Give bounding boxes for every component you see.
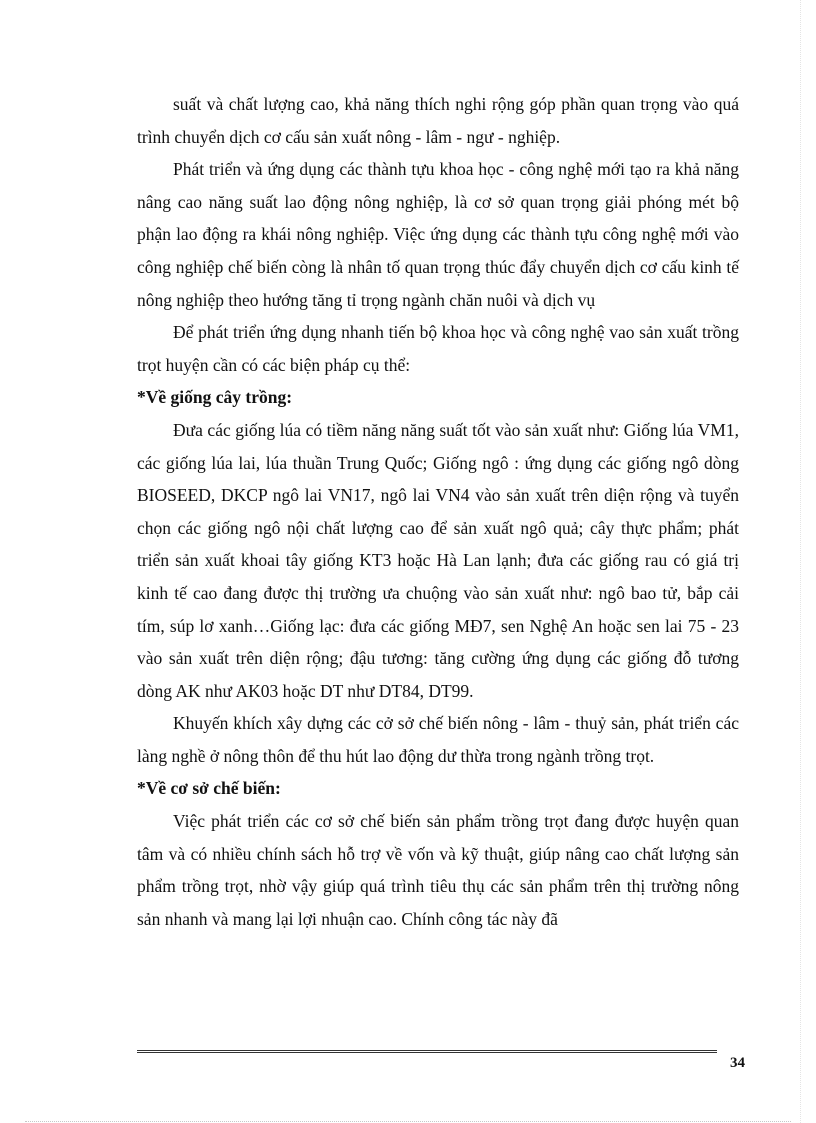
section-heading-processing-facilities: *Về cơ sở chế biến: — [137, 778, 281, 799]
paragraph-4: Đưa các giống lúa có tiềm năng năng suất tốt vào sản xuất như: Giống lúa VM1, các giống lúa lai, lúa thuần Trung Quốc; Giống ngô : ứng dụng các giống ngô dòng BIOSEED, DKCP ngô lai VN17, ngô lai VN4 vào sản xuất trên diện rộng và tuyển chọn các giống ngô nội chất lượng cao để sản xuất ngô quả; cây thực phẩm; phát triển sản xuất khoai tây giống KT3 hoặc Hà Lan lạnh; đưa các giống rau có giá trị kinh tế cao đang được thị trường ưa chuộng vào sản xuất như: ngô bao tử, bắp cải tím, súp lơ xanh…Giống lạc: đưa các giống MĐ7, sen Nghệ An hoặc sen lai 75 - 23 vào sản xuất trên diện rộng; đậu tương: tăng cường ứng dụng các giống đỗ tương dòng AK như AK03 hoặc DT như DT84, DT99. — [137, 419, 739, 701]
document-body — [137, 88, 739, 935]
footer-divider — [137, 1050, 717, 1053]
paragraph-3: Để phát triển ứng dụng nhanh tiến bộ khoa học và công nghệ vao sản xuất trồng trọt huyện cần có các biện pháp cụ thể: — [137, 322, 739, 375]
paragraph-1: suất và chất lượng cao, khả năng thích nghi rộng góp phần quan trọng vào quá trình chuyển dịch cơ cấu sản xuất nông - lâm - ngư - nghiệp. — [137, 94, 739, 147]
section-heading-seed-varieties: *Về giống cây trồng: — [137, 387, 293, 408]
paragraph-2: Phát triển và ứng dụng các thành tựu khoa học - công nghệ mới tạo ra khả năng nâng cao năng suất lao động nông nghiệp, là cơ sở quan trọng giải phóng mét bộ phận lao động ra khái nông nghiệp. Việc ứng dụng các thành tựu công nghệ mới vào công nghiệp chế biến còng là nhân tố quan trọng thúc đẩy chuyển dịch cơ cấu kinh tế nông nghiệp theo hướng tăng tỉ trọng ngành chăn nuôi và dịch vụ — [137, 159, 739, 310]
page-number: 34 — [730, 1055, 745, 1071]
page-right-dotted-border — [800, 0, 801, 1123]
paragraph-5: Khuyến khích xây dựng các cở sở chế biến nông - lâm - thuỷ sản, phát triển các làng nghề ở nông thôn để thu hút lao động dư thừa trong ngành trồng trọt. — [137, 713, 739, 766]
page-bottom-dotted-border — [25, 1121, 791, 1122]
paragraph-6: Việc phát triển các cơ sở chế biến sản phẩm trồng trọt đang được huyện quan tâm và có nhiều chính sách hỗ trợ về vốn và kỹ thuật, giúp nâng cao chất lượng sản phẩm trồng trọt, nhờ vậy giúp quá trình tiêu thụ các sản phẩm trên thị trường nông sản nhanh và mang lại lợi nhuận cao. Chính công tác này đã — [137, 811, 739, 929]
